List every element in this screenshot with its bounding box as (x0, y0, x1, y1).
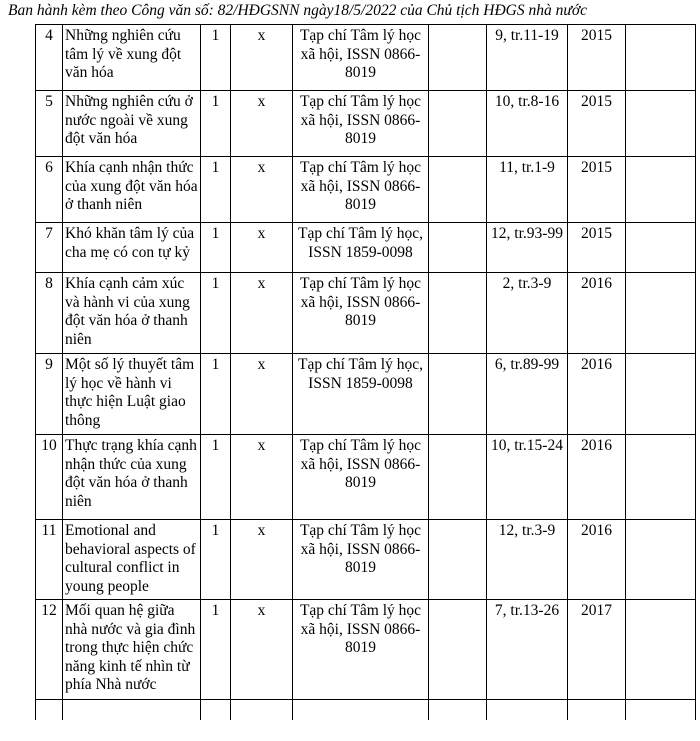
row-number: 9 (36, 354, 63, 435)
publication-year: 2016 (568, 520, 626, 600)
main-author-mark: x (231, 223, 293, 273)
article-title: Khía cạnh cảm xúc và hành vi của xung đột văn hóa ở thanh niên (63, 273, 201, 354)
empty-cell (429, 354, 487, 435)
journal-name: Tạp chí Tâm lý học xã hội, ISSN 0866-8019 (293, 435, 429, 520)
row-number: 8 (36, 273, 63, 354)
author-count: 1 (201, 157, 231, 223)
main-author-mark: x (231, 600, 293, 700)
empty-cell (429, 223, 487, 273)
main-author-mark: x (231, 273, 293, 354)
issue-pages: 12, tr.93-99 (487, 223, 568, 273)
empty-cell (626, 354, 696, 435)
publication-table (35, 24, 696, 720)
empty-cell (626, 520, 696, 600)
article-title: Mối quan hệ giữa nhà nước và gia đình trong thực hiện chức năng kinh tế nhìn từ phía Nhà nước (63, 600, 201, 700)
empty-cell (429, 273, 487, 354)
empty-cell (626, 600, 696, 700)
empty-cell (626, 25, 696, 91)
table-row (36, 354, 696, 435)
empty-cell (429, 600, 487, 700)
row-number: 7 (36, 223, 63, 273)
main-author-mark: x (231, 91, 293, 157)
empty-cell (626, 91, 696, 157)
row-number: 4 (36, 25, 63, 91)
issue-pages: 10, tr.15-24 (487, 435, 568, 520)
table-row (36, 223, 696, 273)
publication-year: 2017 (568, 600, 626, 700)
author-count: 1 (201, 273, 231, 354)
issue-pages: 7, tr.13-26 (487, 600, 568, 700)
empty-cell (429, 520, 487, 600)
table-row (36, 157, 696, 223)
row-number: 6 (36, 157, 63, 223)
journal-name: Tạp chí Tâm lý học xã hội, ISSN 0866-8019 (293, 157, 429, 223)
issue-pages: 12, tr.3-9 (487, 520, 568, 600)
empty-cell (626, 273, 696, 354)
journal-name: Tạp chí Tâm lý học xã hội, ISSN 0866-8019 (293, 91, 429, 157)
empty-cell (626, 223, 696, 273)
main-author-mark: x (231, 354, 293, 435)
table-row-partial (36, 700, 696, 720)
issue-pages: 9, tr.11-19 (487, 25, 568, 91)
publication-year: 2015 (568, 91, 626, 157)
issue-pages: 11, tr.1-9 (487, 157, 568, 223)
table-row (36, 520, 696, 600)
journal-name: Tạp chí Tâm lý học, ISSN 1859-0098 (293, 223, 429, 273)
publication-year: 2015 (568, 157, 626, 223)
empty-cell (626, 157, 696, 223)
author-count: 1 (201, 25, 231, 91)
table-row (36, 273, 696, 354)
article-title: Emotional and behavioral aspects of cultural conflict in young people (63, 520, 201, 600)
empty-cell (429, 91, 487, 157)
journal-name: Tạp chí Tâm lý học xã hội, ISSN 0866-8019 (293, 520, 429, 600)
article-title: Khía cạnh nhận thức của xung đột văn hóa ở thanh niên (63, 157, 201, 223)
author-count: 1 (201, 435, 231, 520)
main-author-mark: x (231, 520, 293, 600)
author-count: 1 (201, 520, 231, 600)
author-count: 1 (201, 91, 231, 157)
empty-cell (626, 435, 696, 520)
row-number: 11 (36, 520, 63, 600)
journal-name: Tạp chí Tâm lý học xã hội, ISSN 0866-8019 (293, 273, 429, 354)
article-title: Một số lý thuyết tâm lý học về hành vi thực hiện Luật giao thông (63, 354, 201, 435)
empty-cell (429, 157, 487, 223)
journal-name: Tạp chí Tâm lý học, ISSN 1859-0098 (293, 354, 429, 435)
row-number: 10 (36, 435, 63, 520)
empty-cell (429, 25, 487, 91)
author-count: 1 (201, 354, 231, 435)
article-title: Thực trạng khía cạnh nhận thức của xung đột văn hóa ở thanh niên (63, 435, 201, 520)
journal-name: Tạp chí Tâm lý học xã hội, ISSN 0866-8019 (293, 600, 429, 700)
journal-name: Tạp chí Tâm lý học xã hội, ISSN 0866-8019 (293, 25, 429, 91)
row-number: 5 (36, 91, 63, 157)
issue-pages: 2, tr.3-9 (487, 273, 568, 354)
document-header: Ban hành kèm theo Công văn số: 82/HĐGSNN ngày18/5/2022 của Chủ tịch HĐGS nhà nước (8, 2, 587, 19)
empty-cell (429, 435, 487, 520)
table-row (36, 25, 696, 91)
publication-year: 2015 (568, 223, 626, 273)
main-author-mark: x (231, 157, 293, 223)
main-author-mark: x (231, 25, 293, 91)
publication-year: 2015 (568, 25, 626, 91)
issue-pages: 6, tr.89-99 (487, 354, 568, 435)
author-count: 1 (201, 600, 231, 700)
table-row (36, 600, 696, 700)
table-row (36, 435, 696, 520)
issue-pages: 10, tr.8-16 (487, 91, 568, 157)
main-author-mark: x (231, 435, 293, 520)
table-row (36, 91, 696, 157)
article-title: Những nghiên cứu tâm lý về xung đột văn hóa (63, 25, 201, 91)
author-count: 1 (201, 223, 231, 273)
publication-year: 2016 (568, 273, 626, 354)
article-title: Những nghiên cứu ở nước ngoài về xung đột văn hóa (63, 91, 201, 157)
article-title: Khó khăn tâm lý của cha mẹ có con tự kỷ (63, 223, 201, 273)
row-number: 12 (36, 600, 63, 700)
publication-year: 2016 (568, 354, 626, 435)
publication-year: 2016 (568, 435, 626, 520)
